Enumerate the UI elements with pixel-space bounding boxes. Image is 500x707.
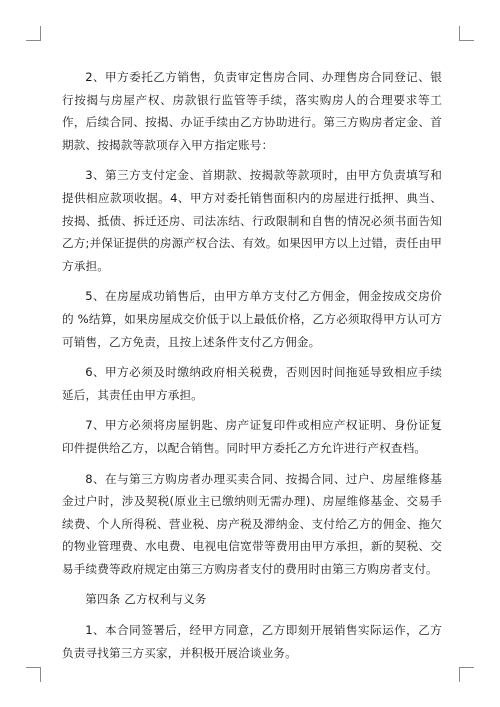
- section-4-clause-1-paragraph: 1、本合同签署后，经甲方同意，乙方即刻开展销售实际运作，乙方负责寻找第三方买家，并积极开展洽谈业务。: [62, 623, 442, 660]
- clause-3-4-paragraph: 3、第三方支付定金、首期款、按揭款等款项时，由甲方负责填写和提供相应款项收据。4、甲方对委托销售面积内的房屋进行抵押、典当、按揭、抵债、拆迁还房、司法冻结、行政限制和自售的情况必须书面告知乙方;并保证提供的房源产权合法、有效。如果因甲方以上过错，责任由甲方承担。: [62, 168, 442, 273]
- section-heading: 第四条 乙方权利与义务: [85, 592, 207, 607]
- crop-mark-top-left: [26, 26, 41, 41]
- crop-mark-top-right: [459, 26, 474, 41]
- clause-8-paragraph: 8、在与第三方购房者办理买卖合同、按揭合同、过户、房屋维修基金过户时，涉及契税(原业主已缴纳则无需办理)、房屋维修基金、交易手续费、个人所得税、营业税、房产税及滞纳金、支付给乙方的佣金、拖欠的物业管理费、水电费、电视电信宽带等费用由甲方承担，新的契税、交易手续费等政府规定由第三方购房者支付的费用时由第三方购房者支付。: [62, 471, 442, 576]
- clause-7-paragraph: 7、甲方必须将房屋钥匙、房产证复印件或相应产权证明、身份证复印件提供给乙方，以配合销售。同时甲方委托乙方允许进行产权查档。: [62, 418, 442, 455]
- clause-2-paragraph: 2、甲方委托乙方销售，负责审定售房合同、办理售房合同登记、银行按揭与房屋产权、房款银行监管等手续，落实购房人的合理要求等工作，后续合同、按揭、办证手续由乙方协助进行。第三方购房者定金、首期款、按揭款等款项存入甲方指定账号：: [62, 70, 442, 152]
- clause-6-paragraph: 6、甲方必须及时缴纳政府相关税费，否则因时间拖延导致相应手续延后，其责任由甲方承担。: [62, 365, 442, 402]
- clause-5-paragraph: 5、在房屋成功销售后，由甲方单方支付乙方佣金，佣金按成交房价的 %结算，如果房屋成交价低于以上最低价格，乙方必须取得甲方认可方可销售，乙方免责，且按上述条件支付乙方佣金。: [62, 289, 442, 349]
- document-body: [62, 66, 442, 672]
- crop-mark-bottom-left: [26, 667, 41, 682]
- crop-mark-bottom-right: [459, 667, 474, 682]
